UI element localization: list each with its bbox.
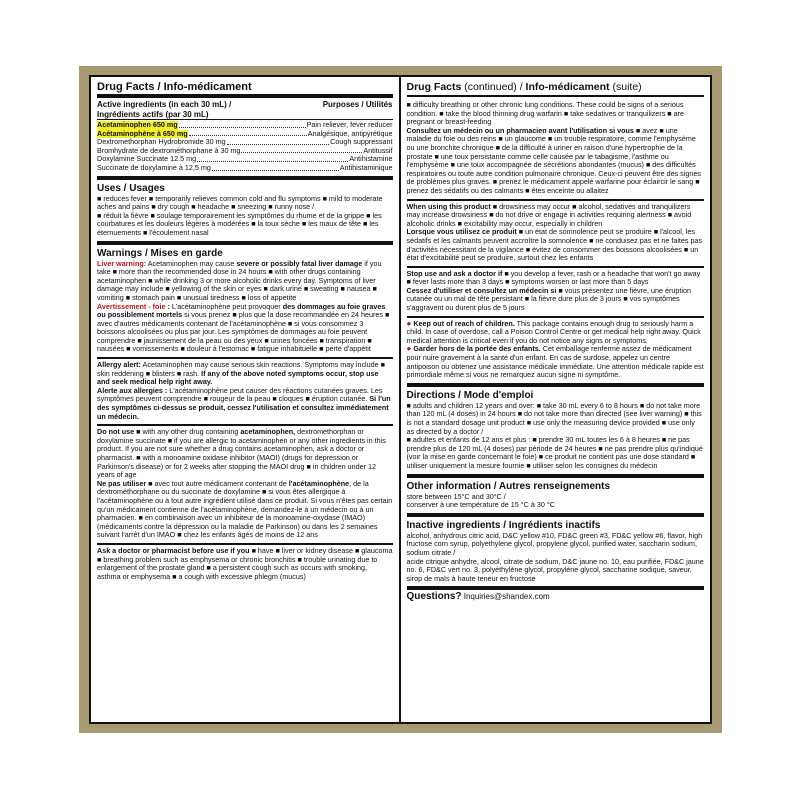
when-using-fr: [407, 228, 705, 262]
ask-doctor-en: [97, 547, 393, 581]
do-not-use-section: [97, 426, 393, 545]
dnu-fr-text-1: ■ avec tout autre médicament contenant de: [146, 478, 289, 488]
ask-doctor-fr: [407, 127, 705, 196]
stop-use-en: [407, 270, 705, 287]
stop-sign-icon-fr: ●: [406, 344, 412, 354]
questions-email-link[interactable]: Inquiries@shandex.com: [461, 592, 550, 602]
stop-use-label-fr: Cessez d'utiliser et consultez un médecin si: [406, 285, 557, 295]
allergy-label: Allergy alert:: [97, 360, 141, 370]
liver-text-2: if you take ■ more than the recommended dose in 24 hours ■ with other drugs containing acetaminophen ■ while drinking 3 or more alcoholic drinks every day. Symptoms of liver damage may include ■ yellowing of the skin or eyes ■ dark urine ■ sweating ■ nausea ■ vomiting ■ stomach pain ■ unusual tiredness ■ loss of appetite: [97, 258, 382, 302]
when-using-label-fr: Lorsque vous utilisez ce produit: [406, 227, 517, 237]
allergy-section: [97, 359, 393, 426]
continued-title-fr: Info-médicament: [525, 81, 610, 93]
active-header: [97, 100, 393, 110]
stop-use-text-fr: ■ vous présentez une fièvre, une éruption cutanée ou un mal de tête persistant ■ la fièvre dure plus de 3 jours ■ vos symptômes s'aggravent ou durent plus de 5 jours: [406, 285, 692, 313]
warnings-title: Warnings / Mises en garde: [97, 247, 223, 259]
allergy-bold-fr: Si l'un des symptômes ci-dessus se produit, cessez l'utilisation et consultez immédiatement un médecin.: [97, 394, 391, 421]
stop-use-text: ■ you develop a fever, rash or a headache that won't go away ■ fever lasts more than 3 days ■ symptoms worsen or last more than 5 days: [406, 268, 701, 287]
keep-out-text: This package contains enough drug to seriously harm a child. In case of overdose, call a Poison Control Centre or get medical help right away. Quick medical attention is critical even if you do not notice any signs or symptoms.: [406, 318, 701, 345]
ingredient-purpose: Antihistaminique: [339, 162, 393, 172]
directions-title: Directions / Mode d'emploi: [406, 389, 534, 401]
liver-bold-1: severe or possibly fatal liver damage: [236, 258, 363, 268]
directions-fr: ■ adultes et enfants de 12 ans et plus : ■ prendre 30 mL toutes les 6 à 8 heures ■ ne pas prendre plus de 120 mL (4 doses) par période de 24 heures ■ ne pas prendre plus qu'indiqué (voir la mise en garde concernant le foie) ■ ce produit ne contient pas une dose standard ■ utiliser uniquement la mesure fournie ■ utiliser selon les consignes du médecin: [406, 435, 703, 470]
uses-title: Uses / Usages: [97, 182, 165, 194]
questions-section: [407, 590, 705, 605]
ingredient-name: Acétaminophène à 650 mg: [97, 128, 188, 138]
uses-text-fr: ■ réduit la fièvre ■ soulage temporairement les symptômes du rhume et de la grippe ■ les courbatures et les douleurs légères à modérées ■ la toux sèche ■ les maux de tête ■ les éternuements ■ l'écoulement nasal: [97, 210, 382, 237]
ingredient-purpose: Antitussif: [363, 145, 393, 155]
liver-fr-bold-1: des dommages au foie graves ou possiblement mortels: [97, 301, 386, 320]
leader-dots: [197, 155, 348, 162]
leader-dots: [241, 147, 362, 154]
do-not-use-fr: [97, 480, 393, 540]
do-not-use-label: Do not use: [97, 427, 135, 437]
allergy-text: Acetaminophen may cause serious skin reactions. Symptoms may include ■ skin reddening ■ blisters ■ rash.: [97, 360, 385, 378]
leader-dots: [212, 164, 339, 171]
do-not-use-label-fr: Ne pas utiliser: [97, 478, 147, 488]
ask-doctor-continued: ■ difficulty breathing or other chronic lung conditions. These could be signs of a serious condition. ■ take the blood thinning drug warfarin ■ take sedatives or tranquilizers ■ are pregnant or breast-feeding: [406, 100, 685, 127]
stop-use-label: Stop use and ask a doctor if: [406, 268, 503, 278]
label-title: Drug Facts / Info-médicament: [97, 81, 393, 98]
warnings-section: [97, 245, 393, 360]
keep-out-section: [407, 318, 705, 387]
keep-out-text-fr: Cet emballage renferme assez de médicament pour nuire gravement à la santé d'un enfant. En cas de surdose, appelez un centre antipoison ou obtenez une assistance médicale immédiate. Une attention médicale rapide est primordiale même si vous ne remarquez aucun signe ni symptôme.: [406, 344, 704, 380]
active-ingredients-list: [97, 121, 393, 173]
dnu-fr-text-2: , de la dextrométhorphane ou du succinate de doxylamine ■ si vous êtes allergique à l'acétaminophène ou à tout autre ingrédient utilisé dans ce produit. Si vous n'êtes pas certain qu'un médicament contienne de l'acétaminophène, demandez-le à un médecin ou à un pharmacien. ■ en combinaison avec un inhibiteur de la monoamine-oxydase (IMAO) (médicaments contre la dépression ou la maladie de Parkinson) ou dans les 2 semaines suivant l'arrêt d'un IMAO ■ chez les enfants âgés de moins de 12 ans: [97, 478, 393, 540]
allergy-bold: If any of the above noted symptoms occur, stop use and seek medical help right away.: [97, 368, 379, 387]
questions-label: Questions?: [406, 591, 462, 603]
ingredient-name: Dextromethorphan Hydrobromide 30 mg: [97, 137, 226, 147]
when-using-text-fr: ■ un état de somnolence peut se produire ■ l'alcool, les sédatifs et les calmants peuvent accroître la somnolence ■ ne conduisez pas et ne faites pas d'activités nécessitant de la vigilance ■ évitez de consommer des boissons alcoolisées ■ un état d'excitabilité peut se produire, surtout chez les enfants: [406, 227, 703, 263]
leader-dots: [179, 121, 306, 128]
stop-use-section: [407, 268, 705, 318]
inactive-title: Inactive ingredients / Ingrédients inactifs: [406, 519, 601, 531]
when-using-label: When using this product: [406, 201, 491, 211]
left-column: [91, 77, 401, 722]
keep-out-label-fr: Garder hors de la portée des enfants.: [413, 344, 541, 354]
ingredient-purpose: Cough suppressant: [330, 137, 393, 147]
liver-fr-text-1: L'acétaminophène peut provoquer: [169, 301, 283, 311]
stop-sign-icon: ●: [406, 318, 412, 328]
when-using-text: ■ drowsiness may occur ■ alcohol, sedatives and tranquilizers may increase drowsiness ■ do not drive or engage in activities requiring alertness ■ avoid alcoholic drinks ■ excitability may occur, especially in children: [406, 201, 692, 228]
ingredient-purpose: Analgésique, antipyrétique: [307, 128, 393, 138]
allergy-fr: [97, 387, 393, 421]
do-not-use-en: [97, 428, 393, 480]
dnu-fr-bold-1: l'acétaminophène: [288, 478, 350, 488]
ingredient-name: Acetaminophen 650 mg: [97, 120, 178, 129]
other-info-en: store between 15°C and 30°C /: [406, 491, 506, 501]
ask-doctor-label: Ask a doctor or pharmacist before use if you: [97, 545, 250, 555]
uses-text-en: ■ reduces fever ■ temporarily relieves common cold and flu symptoms ■ mild to moderate aches and pains ■ dry cough ■ headache ■ sneezing ■ runny nose /: [97, 193, 383, 212]
ingredient-name: Doxylamine Succinate 12.5 mg: [97, 154, 197, 164]
directions-en: ■ adults and children 12 years and over: ■ take 30 mL every 6 to 8 hours ■ do not take more than 120 mL (4 doses) in 24 hours ■ do not take more than directed (see liver warning) ■ this is not a standard dosage unit product ■ use only the measuring device provided ■ use only as directed by a doctor /: [406, 400, 702, 436]
ask-doctor-continued-section: [407, 99, 705, 201]
leader-dots: [189, 130, 307, 137]
when-using-en: [407, 203, 705, 229]
dnu-text-2: dextromethorphan or doxylamine succinate ■ if you are allergic to acetaminophen or any other ingredients in this product. If you are not sure whether a drug contains acetaminophen, ask a doctor or pharmacist. ■ with a monoamine oxidase inhibitor (MAOI) (drugs for depression or Parkinson's disease) or for 2 weeks after stopping the MAOI drug ■ in children under 12 years of age: [97, 427, 386, 480]
ingredient-name: Succinate de doxylamine à 12,5 mg: [97, 162, 211, 172]
ingredient-purpose: Antihistamine: [349, 154, 393, 164]
uses-section: [97, 180, 393, 245]
ask-doctor-label-fr: Consultez un médecin ou un pharmacien avant l'utilisation si vous: [406, 125, 634, 135]
inactive-fr: acide citrique anhydre, alcool, citrate de sodium, D&C jaune no. 10, eau purifiée, FD&C jaune no. 6, FD&C vert no. 3, polyéthylène glycol, propylène glycol, saccharine sodique, saveur, sirop de maïs à haute teneur en fructose: [406, 556, 704, 583]
inactive-section: [407, 517, 705, 591]
liver-warning-fr: [97, 303, 393, 355]
ingredient-purpose: Pain reliever, fever reducer: [306, 120, 393, 129]
other-info-fr: conserver à une température de 15 °C à 30 °C: [406, 500, 555, 510]
active-header-left: Active ingredients (in each 30 mL) /: [97, 100, 232, 109]
stop-use-fr: [407, 287, 705, 313]
ask-doctor-section: [97, 545, 393, 584]
when-using-section: [407, 201, 705, 268]
questions-line: [407, 592, 705, 602]
ingredient-name: Bromhydrate de dextrométhorphane à 30 mg: [97, 145, 241, 155]
liver-fr-text-2: si vous prenez ■ plus que la dose recommandée en 24 heures ■ avec d'autres médicaments contenant de l'acétaminophène ■ si vous consommez 3 boissons alcoolisées ou plus par jour. Les symptômes de dommages au foie peuvent comprendre ■ jaunissement de la peau ou des yeux ■ urines foncées ■ transpiration ■ nausées ■ vomissements ■ douleur à l'estomac ■ fatigue inhabituelle ■ perte d'appétit: [97, 310, 390, 354]
active-header-left-fr: Ingrédients actifs (par 30 mL): [97, 110, 393, 121]
dnu-bold-1: acetaminophen,: [240, 427, 296, 437]
drug-facts-label: [89, 75, 712, 724]
continued-title-mid: (continued) /: [461, 81, 526, 93]
ask-doctor-text: ■ have ■ liver or kidney disease ■ glaucoma ■ breathing problem such as emphysema or chronic bronchitis ■ trouble urinating due to enlargement of the prostate gland ■ a persistent cough such as occurs with smoking, asthma or emphysema ■ a cough with excessive phlegm (mucus): [97, 545, 393, 581]
keep-out-en: [407, 320, 705, 346]
continued-title-en: Drug Facts: [406, 81, 462, 93]
right-column: [401, 77, 711, 722]
inactive-en: alcohol, anhydrous citric acid, D&C yellow #10, FD&C green #3, FD&C yellow #6, flavor, high fructose corn syrup, polyethylene glycol, propylene glycol, purified water, saccharin sodium, sodium citrate /: [406, 530, 703, 557]
allergy-en: [97, 361, 393, 387]
allergy-label-fr: Alerte aux allergies :: [97, 385, 168, 395]
liver-warning-label-fr: Avertissement - foie :: [97, 301, 170, 311]
liver-warning-label: Liver warning:: [97, 258, 147, 268]
other-info-section: [407, 478, 705, 517]
keep-out-fr: [407, 345, 705, 379]
directions-section: [407, 387, 705, 478]
active-ingredient-row: [97, 164, 393, 173]
active-header-right: Purposes / Utilités: [322, 100, 393, 109]
continued-title: [407, 81, 705, 97]
allergy-text-fr: L'acétaminophène peut causer des réactions cutanées graves. Les symptômes peuvent comprendre ■ rougeur de la peau ■ cloques ■ éruption cutanée.: [97, 385, 383, 404]
continued-title-suite: (suite): [609, 81, 642, 93]
leader-dots: [227, 138, 330, 145]
active-ingredients-section: [97, 98, 393, 180]
other-info-title: Other information / Autres renseignements: [406, 480, 611, 492]
keep-out-label: Keep out of reach of children.: [413, 318, 515, 328]
liver-warning-en: [97, 260, 393, 303]
ask-doctor-text-fr: ■ avez ■ une maladie du foie ou des reins ■ un glaucome ■ un trouble respiratoire, comme l'emphysème ou une bronchite chronique ■ de la difficulté à uriner en raison d'une hypertrophie de la prostate ■ une toux persistante comme celle causée par le tabagisme, l'asthme ou l'emphysème ■ une toux accompagnée de sécrétions abondantes (mucus) ■ des difficultés respiratoires ou toute autre condition pulmonaire chronique. Ceux-ci peuvent être des signes de problèmes plus graves. ■ prenez le médicament appelé warfarine pour éclaircir le sang ■ prenez des sédatifs ou des calmants ■ êtes enceinte ou allaitez: [406, 125, 701, 195]
liver-text-1: Acetaminophen may cause: [146, 258, 237, 268]
dnu-text-1: ■ with any other drug containing: [134, 427, 241, 437]
